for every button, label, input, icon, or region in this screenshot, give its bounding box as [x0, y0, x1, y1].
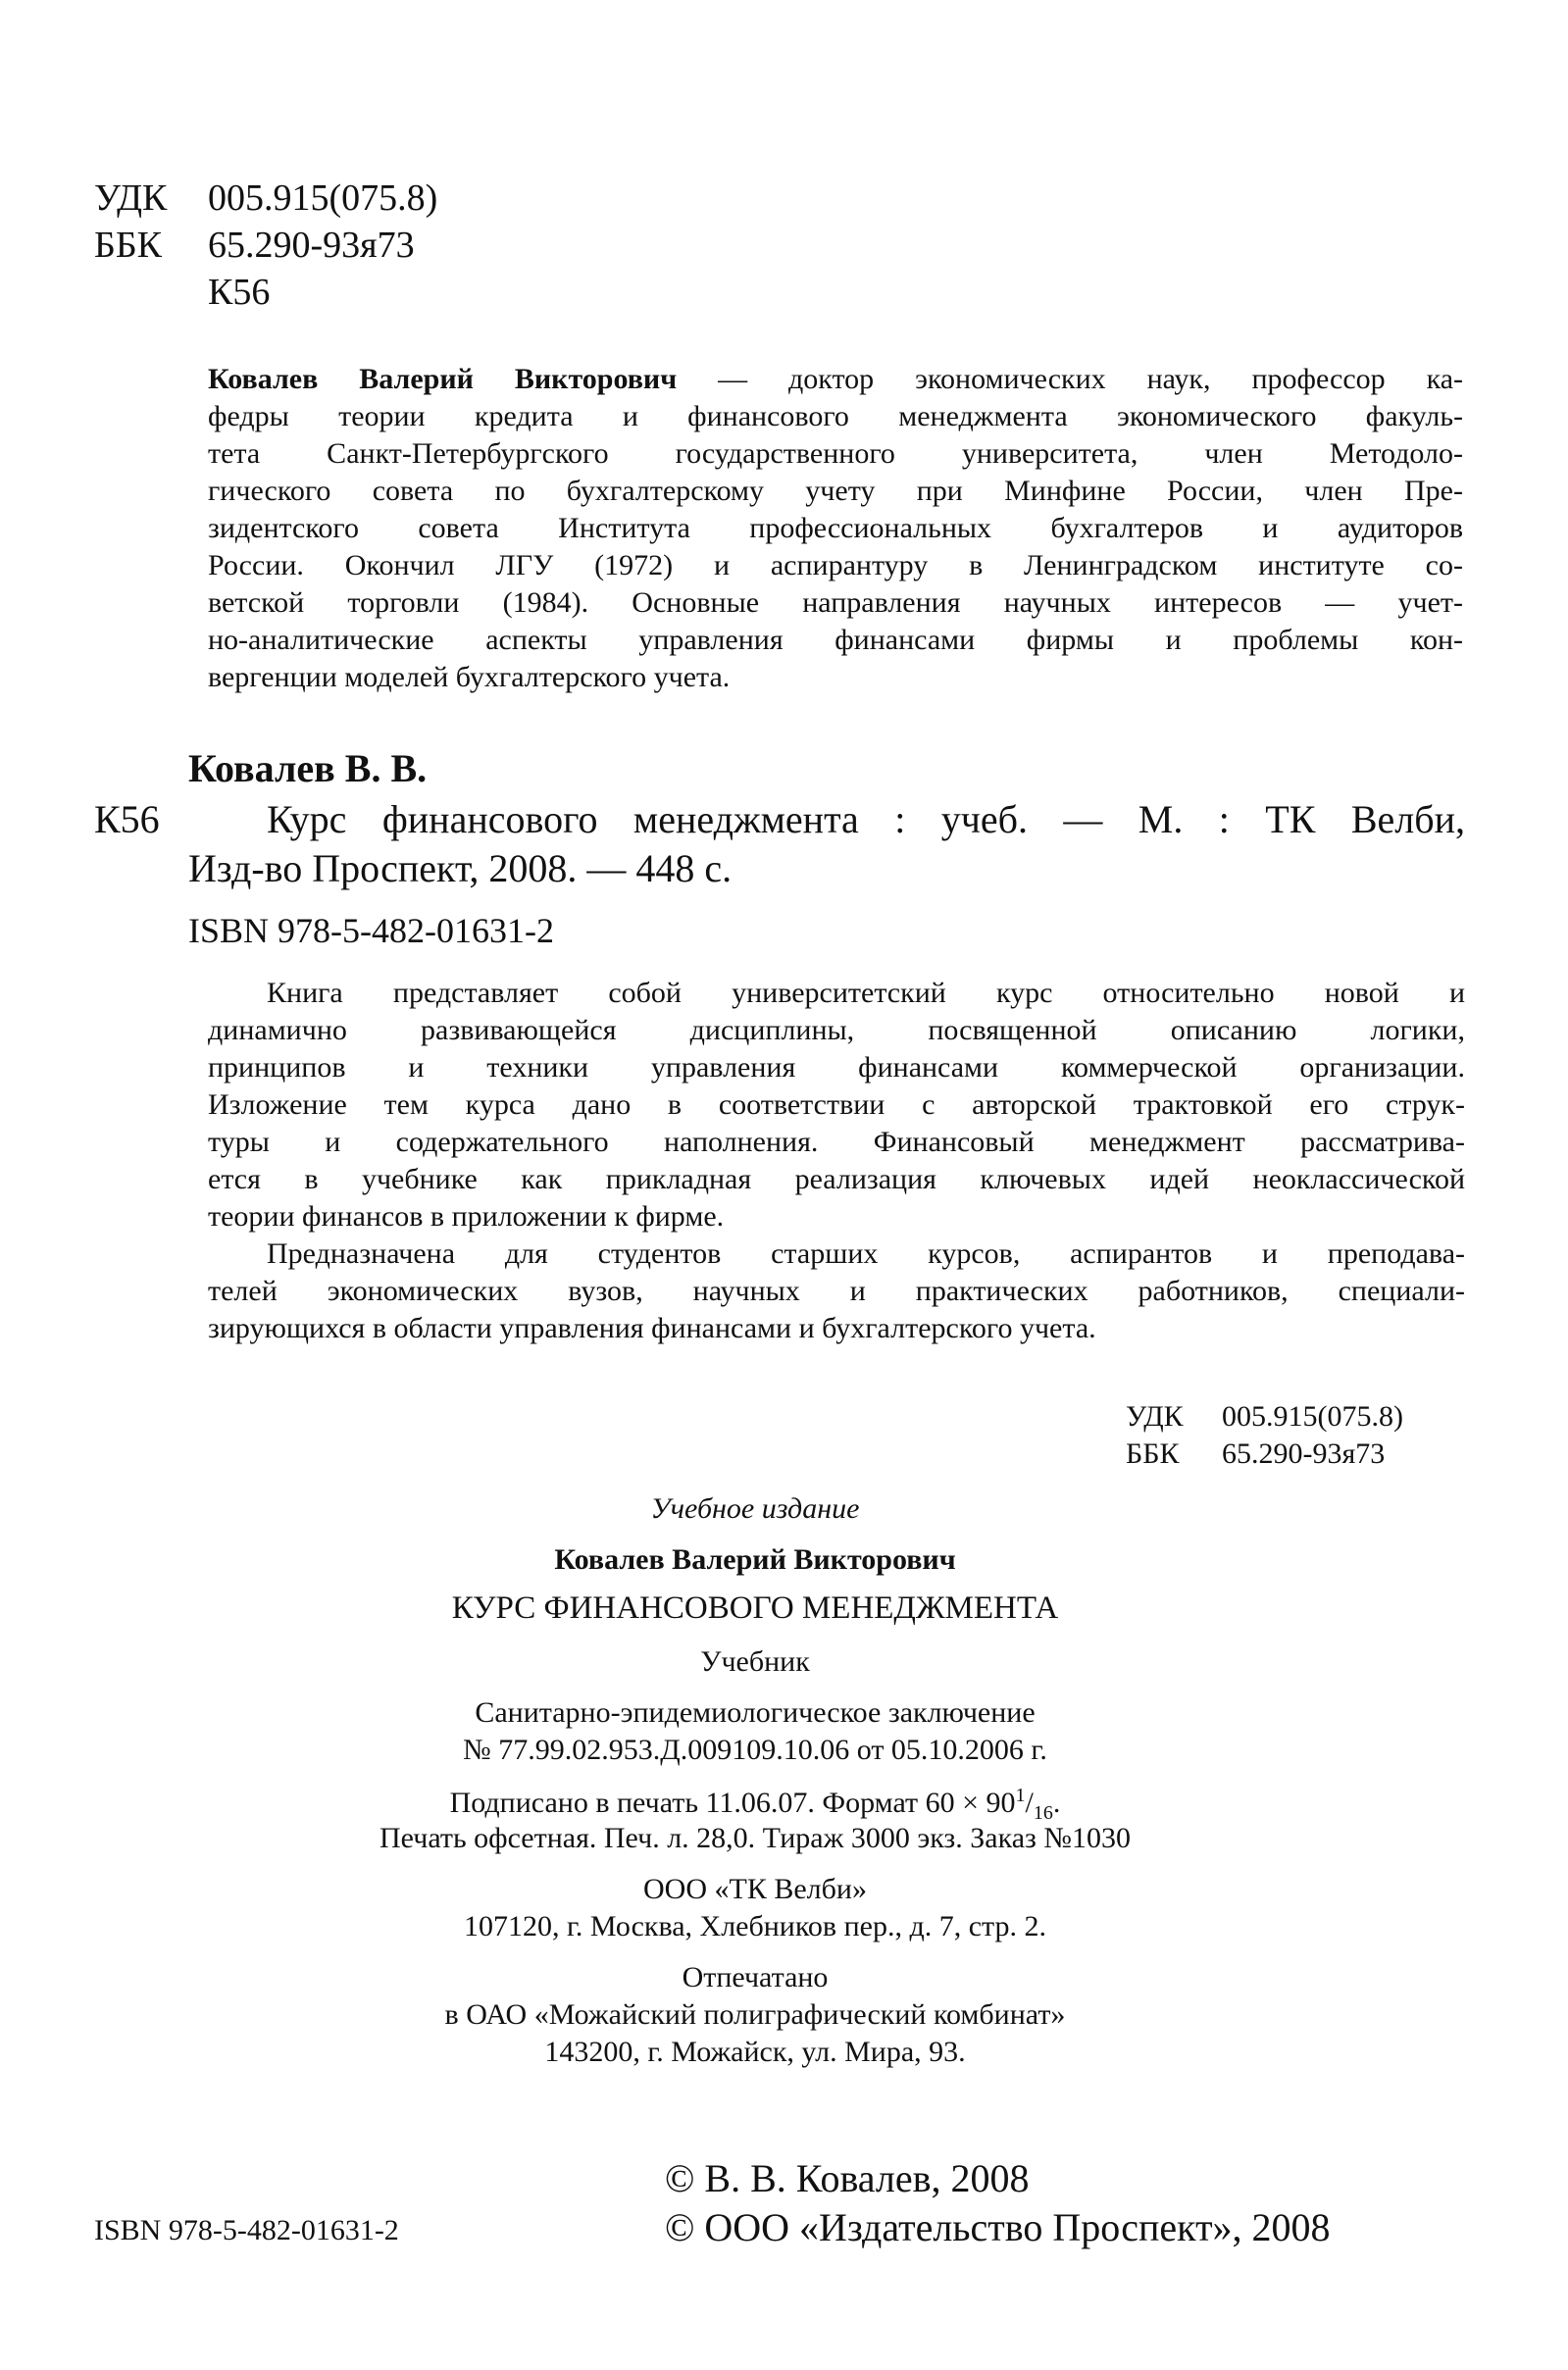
annotation-line: туры и содержательного наполнения. Финансовый менеджмент рассматрива- — [208, 1126, 1465, 1158]
format-sup: 1 — [1015, 1785, 1026, 1806]
annotation-line: динамично развивающейся дисциплины, посвященной описанию логики, — [208, 1014, 1465, 1046]
bio-line: ветской торговли (1984). Основные направления научных интересов — учет- — [208, 586, 1463, 619]
bbk-value-2: 65.290-93я73 — [1222, 1437, 1386, 1470]
bio-line: России. Окончил ЛГУ (1972) и аспирантуру в Ленинградском институте со- — [208, 549, 1463, 581]
bio-line: но-аналитические аспекты управления финансами фирмы и проблемы кон- — [208, 624, 1463, 656]
bbk-label-2: ББК — [1126, 1437, 1180, 1470]
annotation-line: теории финансов в приложении к фирме. — [208, 1200, 725, 1233]
bio-line: Ковалев Валерий Викторович — доктор экономических наук, профессор ка- — [208, 363, 1463, 395]
sanitary-line-1: Санитарно-эпидемиологическое заключение — [475, 1696, 1036, 1729]
publisher-name: ООО «ТК Велби» — [643, 1873, 867, 1905]
annotation-line: телей экономических вузов, научных и практических работников, специали- — [208, 1275, 1465, 1307]
bib-mark: К56 — [94, 797, 160, 841]
bib-line-1: Курс финансового менеджмента : учеб. — М. : ТК Велби, — [267, 797, 1465, 841]
imprint-genre: Учебник — [700, 1645, 810, 1678]
printed-line-2: в ОАО «Можайский полиграфический комбинат» — [444, 1998, 1066, 2031]
format-sub: 16 — [1033, 1802, 1053, 1824]
udk-label-2: УДК — [1126, 1400, 1184, 1433]
edition-type: Учебное издание — [650, 1492, 860, 1525]
annotation-line: Изложение тем курса дано в соответствии с авторской трактовкой его струк- — [208, 1088, 1465, 1121]
bib-line-2: Изд-во Проспект, 2008. — 448 с. — [188, 846, 733, 890]
bio-line: тета Санкт-Петербургского государственного университета, член Методоло- — [208, 437, 1463, 470]
bio-line: гического совета по бухгалтерскому учету при Минфине России, член Пре- — [208, 475, 1463, 507]
annotation-line: принципов и техники управления финансами коммерческой организации. — [208, 1051, 1465, 1084]
bio-line: вергенции моделей бухгалтерского учета. — [208, 661, 731, 693]
udk-value-2: 005.915(075.8) — [1222, 1400, 1403, 1433]
imprint-title: КУРС ФИНАНСОВОГО МЕНЕДЖМЕНТА — [451, 1590, 1059, 1626]
author-mark: К56 — [208, 272, 271, 313]
sanitary-line-2: № 77.99.02.953.Д.009109.10.06 от 05.10.2006 г. — [463, 1734, 1047, 1766]
bio-line: федры теории кредита и финансового менеджмента экономического факуль- — [208, 400, 1463, 432]
bio-author-name: Ковалев Валерий Викторович — [208, 363, 678, 395]
print-line-1: Подписано в печать 11.06.07. Формат $60 \times 90^1/_{16}$. — [449, 1785, 1061, 1824]
copyright-author: © В. В. Ковалев, 2008 — [665, 2156, 1030, 2200]
printed-line-3: 143200, г. Можайск, ул. Мира, 93. — [544, 2036, 966, 2068]
annotation-line: Предназначена для студентов старших курсов, аспирантов и преподава- — [267, 1237, 1465, 1270]
imprint-author: Ковалев Валерий Викторович — [554, 1543, 956, 1576]
publisher-address: 107120, г. Москва, Хлебников пер., д. 7, стр. 2. — [463, 1910, 1047, 1942]
annotation-line: Книга представляет собой университетский курс относительно новой и — [267, 977, 1465, 1009]
printed-line-1: Отпечатано — [682, 1961, 829, 1993]
udk-value: 005.915(075.8) — [208, 177, 438, 219]
bib-author: Ковалев В. В. — [188, 746, 428, 790]
bio-line: зидентского совета Института профессиональных бухгалтеров и аудиторов — [208, 512, 1463, 544]
udk-label: УДК — [94, 177, 168, 219]
copyright-publisher: © ООО «Издательство Проспект», 2008 — [665, 2205, 1331, 2249]
annotation-line: зирующихся в области управления финансами и бухгалтерского учета. — [208, 1312, 1096, 1344]
bbk-value: 65.290-93я73 — [208, 225, 415, 266]
footer-isbn: ISBN 978-5-482-01631-2 — [94, 2214, 399, 2246]
bib-isbn: ISBN 978-5-482-01631-2 — [188, 911, 554, 950]
print-line-2: Печать офсетная. Печ. л. 28,0. Тираж 3000 экз. Заказ №1030 — [379, 1822, 1131, 1854]
bbk-label: ББК — [94, 225, 162, 266]
annotation-line: ется в учебнике как прикладная реализация ключевых идей неоклассической — [208, 1163, 1465, 1195]
